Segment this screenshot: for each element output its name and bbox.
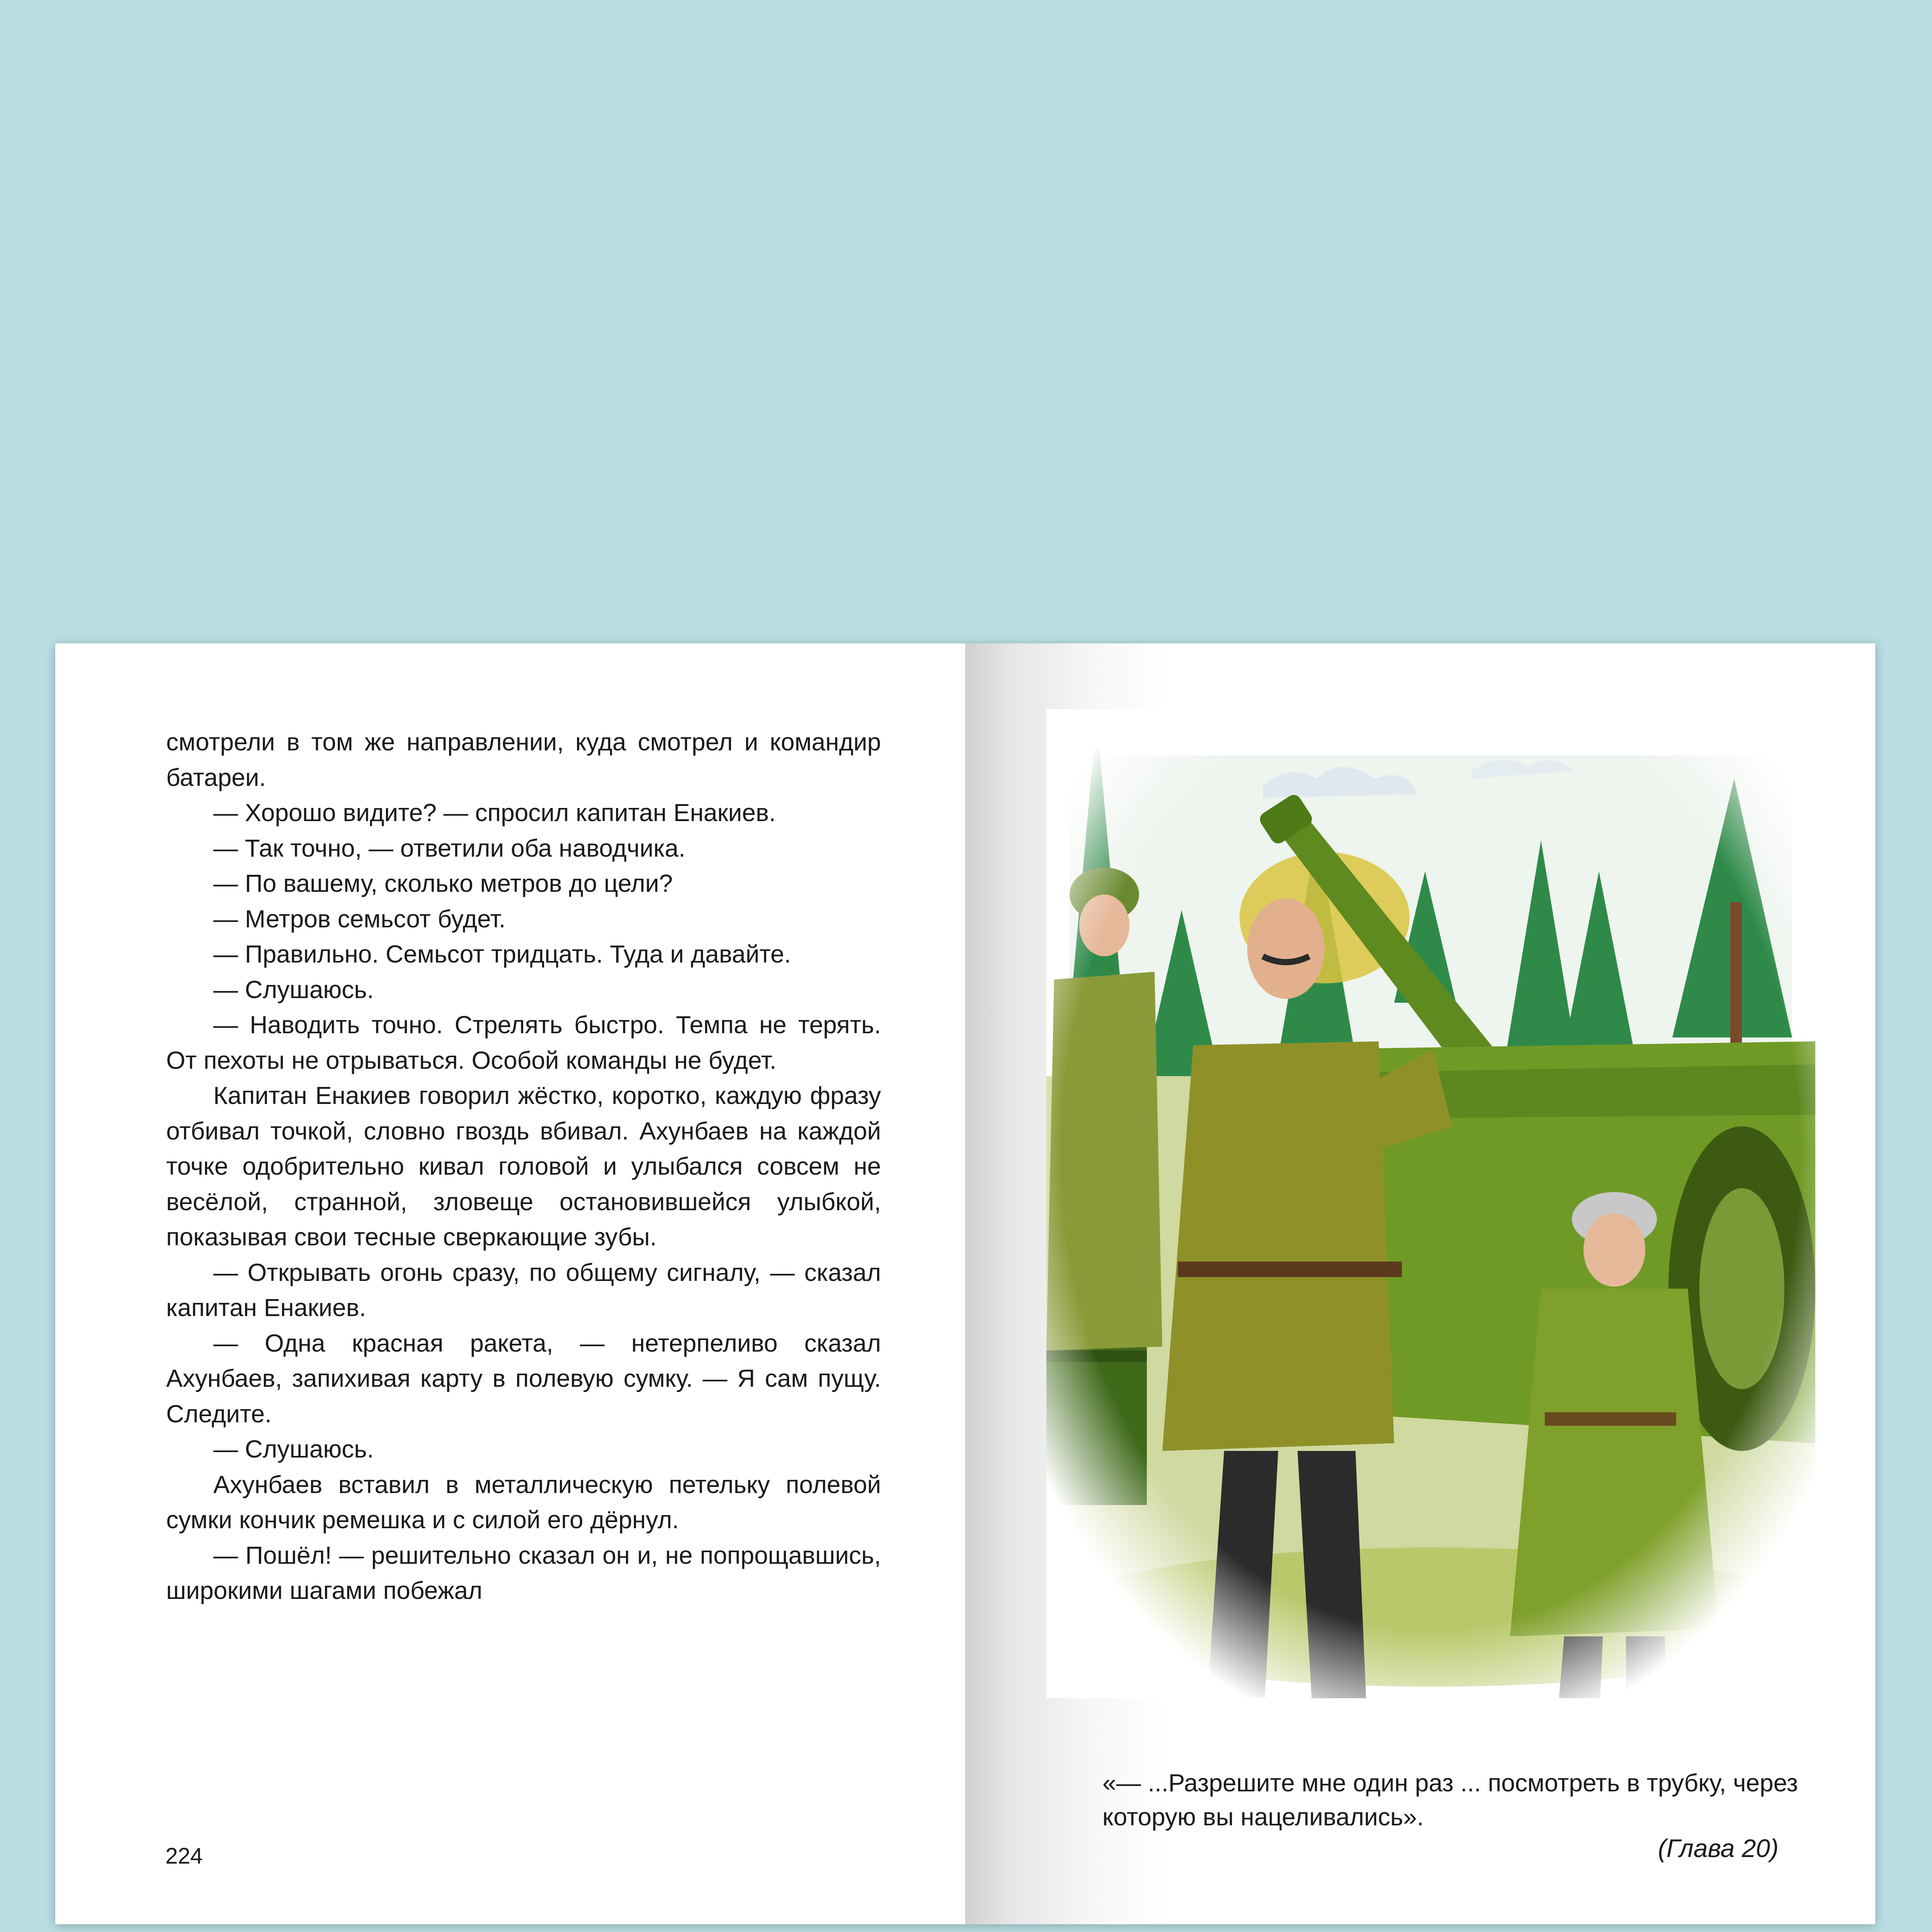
paragraph: — Правильно. Семьсот тридцать. Туда и давайте.	[213, 940, 791, 968]
left-page	[55, 643, 965, 1924]
page-number: 224	[165, 1844, 203, 1869]
paragraph: — Пошёл! — решительно сказал он и, не попрощавшись, широкими шагами побежал	[166, 1541, 881, 1604]
paragraph: — Хорошо видите? — спросил капитан Енакиев.	[213, 799, 776, 827]
paragraph: смотрели в том же направлении, куда смотрел и командир батареи.	[166, 728, 881, 791]
book-spread	[55, 643, 1875, 1924]
paragraph: Капитан Енакиев говорил жёстко, коротко, каждую фразу отбивал точкой, словно гвоздь вбивал. Ахунбаев на каждой точке одобрительно кивал головой и улыбался совсем не весёлой, странной, зловеще остановившейся улыбкой, показывая свои тесные сверкающие зубы.	[166, 1082, 881, 1251]
paragraph: — По вашему, сколько метров до цели?	[213, 869, 673, 897]
right-page	[965, 643, 1875, 1924]
paragraph: — Наводить точно. Стрелять быстро. Темпа не терять. От пехоты не отрываться. Особой команды не будет.	[166, 1011, 881, 1074]
chapter-reference: (Глава 20)	[1658, 1834, 1779, 1862]
paragraph: — Метров семьсот будет.	[213, 905, 506, 933]
paragraph: — Слушаюсь.	[213, 975, 374, 1003]
paragraph: Ахунбаев вставил в металлическую петельку полевой сумки кончик ремешка и с силой его дёрнул.	[166, 1470, 881, 1534]
paragraph: — Слушаюсь.	[213, 1435, 374, 1463]
paragraph: — Открывать огонь сразу, по общему сигналу, — сказал капитан Енакиев.	[166, 1258, 881, 1321]
paragraph: — Одна красная ракета, — нетерпеливо сказал Ахунбаев, запихивая карту в полевую сумку. — Я сам пущу. Следите.	[166, 1329, 881, 1428]
illustration-artwork	[1046, 709, 1815, 1698]
text-block	[166, 724, 881, 1609]
illustration-caption: «— ...Разрешите мне один раз ... посмотреть в трубку, через которую вы нацеливались».	[1102, 1769, 1798, 1831]
illustration	[1046, 709, 1815, 1698]
paragraph: — Так точно, — ответили оба наводчика.	[213, 834, 685, 862]
